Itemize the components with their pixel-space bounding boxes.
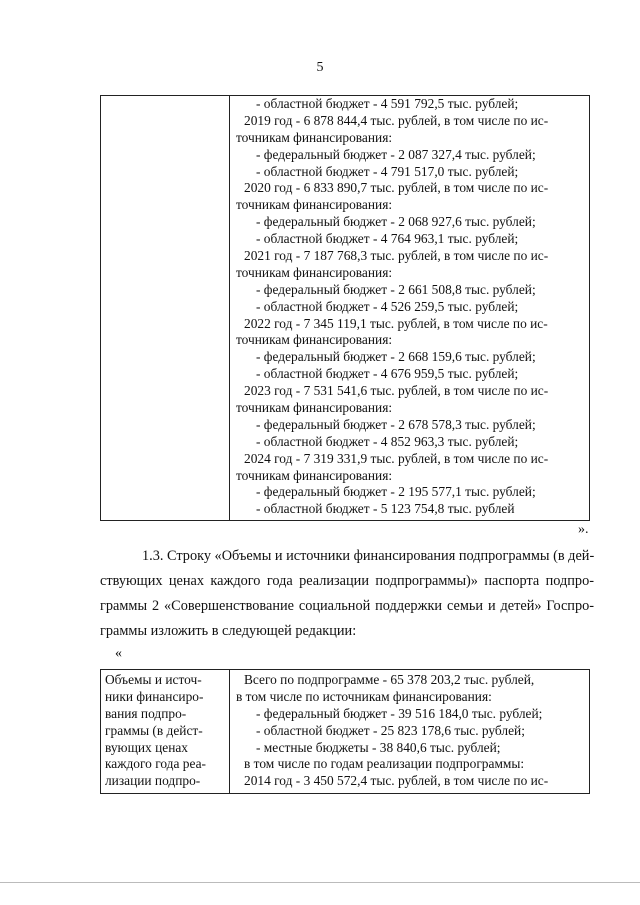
table2-left-line: вания подпро- [105, 705, 187, 721]
page-bottom-edge [0, 882, 640, 883]
table2-left-line: лизации подпро- [105, 773, 201, 789]
table1-line: - областной бюджет - 4 852 963,3 тыс. рублей; [256, 433, 519, 449]
table1-left-cell [101, 96, 230, 521]
table1-line: - областной бюджет - 4 526 259,5 тыс. рублей; [256, 298, 519, 314]
table2-right-line: - областной бюджет - 25 823 178,6 тыс. рублей; [256, 722, 525, 738]
table2-right-line: - федеральный бюджет - 39 516 184,0 тыс. рублей; [256, 705, 543, 721]
amendment-paragraph [100, 544, 594, 644]
table1-line: точникам финансирования: [236, 129, 393, 145]
table1-line: 2021 год - 7 187 768,3 тыс. рублей, в том числе по ис- [244, 248, 549, 264]
table2-right-line: в том числе по источникам финансирования: [236, 688, 492, 704]
table2-left-lines [101, 670, 229, 793]
table1-line: - федеральный бюджет - 2 661 508,8 тыс. рублей; [256, 281, 536, 297]
paragraph-line: 1.3. Строку «Объемы и источники финансирования подпрограммы (в дей- [142, 548, 594, 564]
table1-line: - областной бюджет - 4 591 792,5 тыс. рублей; [256, 96, 519, 111]
paragraph-line: граммы 2 «Совершенствование социальной поддержки семьи и детей» Госпро- [100, 598, 594, 614]
table1-line: 2020 год - 6 833 890,7 тыс. рублей, в том числе по ис- [244, 180, 549, 196]
table2-right-cell [230, 670, 590, 794]
table1-line: точникам финансирования: [236, 264, 393, 280]
funding-table-new [100, 669, 590, 794]
closing-quote: ». [578, 522, 589, 537]
table1-line: - областной бюджет - 4 676 959,5 тыс. рублей; [256, 366, 519, 382]
paragraph-line: граммы изложить в следующей редакции: [100, 623, 357, 639]
table2-left-cell [101, 670, 230, 794]
table1-right-cell [230, 96, 590, 521]
paragraph-line: ствующих ценах каждого года реализации подпрограммы)» паспорта подпро- [100, 573, 594, 589]
page-number: 5 [316, 60, 324, 75]
table1-line: 2023 год - 7 531 541,6 тыс. рублей, в том числе по ис- [244, 383, 549, 399]
table1-line: - областной бюджет - 5 123 754,8 тыс. рублей [256, 501, 515, 517]
table1-lines [230, 96, 589, 520]
table1-line: точникам финансирования: [236, 400, 393, 416]
table1-line: - федеральный бюджет - 2 068 927,6 тыс. рублей; [256, 214, 536, 230]
table1-line: точникам финансирования: [236, 332, 393, 348]
table2-right-line: 2014 год - 3 450 572,4 тыс. рублей, в том числе по ис- [244, 773, 549, 789]
funding-table-continued [100, 95, 590, 521]
table1-line: точникам финансирования: [236, 197, 393, 213]
table2-left-line: каждого года реа- [105, 756, 206, 772]
table2-left-line: ники финансиро- [105, 688, 204, 704]
table1-line: 2022 год - 7 345 119,1 тыс. рублей, в том числе по ис- [244, 315, 548, 331]
table1-line: - федеральный бюджет - 2 195 577,1 тыс. рублей; [256, 484, 536, 500]
table2-left-line: граммы (в дейст- [105, 722, 203, 738]
table2-right-lines [230, 670, 589, 793]
table2-left-line: Объемы и источ- [105, 672, 202, 687]
table1-line: - областной бюджет - 4 791 517,0 тыс. рублей; [256, 163, 519, 179]
table2-right-line: - местные бюджеты - 38 840,6 тыс. рублей; [256, 739, 501, 755]
table1-line: - федеральный бюджет - 2 668 159,6 тыс. рублей; [256, 349, 536, 365]
opening-quote: « [115, 646, 122, 661]
table1-line: 2019 год - 6 878 844,4 тыс. рублей, в том числе по ис- [244, 112, 549, 128]
table2-right-line: в том числе по годам реализации подпрограммы: [244, 756, 525, 772]
table1-line: - федеральный бюджет - 2 087 327,4 тыс. рублей; [256, 146, 536, 162]
table2-right-line: Всего по подпрограмме - 65 378 203,2 тыс. рублей, [244, 672, 535, 687]
table1-line: - областной бюджет - 4 764 963,1 тыс. рублей; [256, 231, 519, 247]
table1-line: точникам финансирования: [236, 467, 393, 483]
table1-line: - федеральный бюджет - 2 678 578,3 тыс. рублей; [256, 416, 536, 432]
table1-line: 2024 год - 7 319 331,9 тыс. рублей, в том числе по ис- [244, 450, 549, 466]
table2-left-line: вующих ценах [105, 739, 188, 755]
